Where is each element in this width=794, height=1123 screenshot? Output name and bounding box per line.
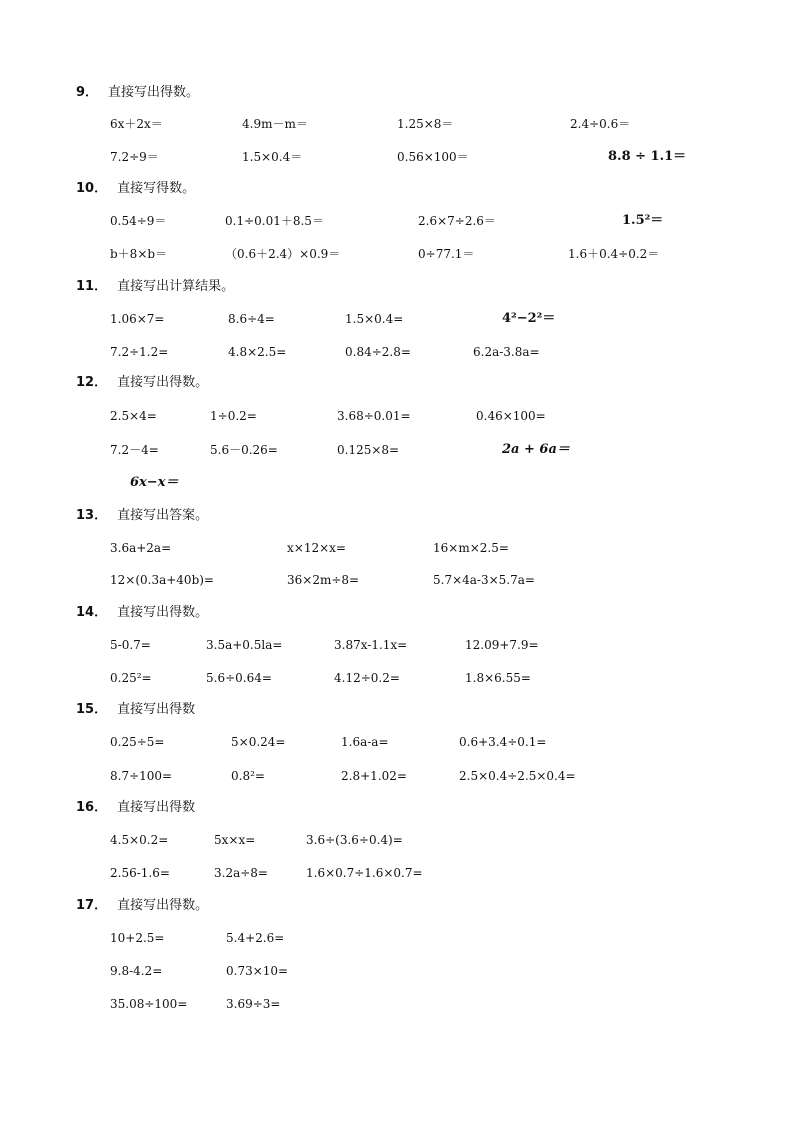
question-number: 14． xyxy=(76,605,108,620)
problem: 1.6a-a= xyxy=(341,735,389,749)
problem-row xyxy=(0,407,794,425)
question-17-header xyxy=(76,898,208,914)
problem-row xyxy=(0,864,794,882)
question-title: 直接写出得数。 xyxy=(108,85,200,100)
problem: 6x−x＝ xyxy=(130,475,179,490)
question-title: 直接写出得数。 xyxy=(117,898,209,913)
problem: 5x×x= xyxy=(214,833,256,847)
problem: 1.25×8＝ xyxy=(397,117,454,131)
problem-row xyxy=(0,441,794,459)
problem-row xyxy=(0,245,794,263)
question-number: 10． xyxy=(76,181,108,196)
problem: 12×(0.3a+40b)= xyxy=(110,573,214,587)
problem: 5.4+2.6= xyxy=(226,931,285,945)
question-title: 直接写出得数。 xyxy=(117,375,209,390)
problem: 9.8-4.2= xyxy=(110,964,163,978)
question-number: 17． xyxy=(76,898,108,913)
problem: 0.46×100= xyxy=(476,409,546,423)
problem: 2.5×4= xyxy=(110,409,157,423)
question-number: 9． xyxy=(76,85,99,100)
problem: 3.87x-1.1x= xyxy=(334,638,408,652)
problem: 0.73×10= xyxy=(226,964,289,978)
problem-row xyxy=(0,474,794,492)
problem: 4.9m－m＝ xyxy=(242,117,308,131)
question-16-header xyxy=(76,800,195,816)
question-title: 直接写出答案。 xyxy=(117,508,209,523)
problem: 16×m×2.5= xyxy=(433,541,509,555)
problem: 3.5a+0.5la= xyxy=(206,638,283,652)
question-number: 16． xyxy=(76,800,108,815)
problem: 5.6÷0.64= xyxy=(206,671,272,685)
problem: 0.25÷5= xyxy=(110,735,165,749)
problem: 0÷77.1＝ xyxy=(418,247,475,261)
question-10-header xyxy=(76,181,195,197)
problem-row xyxy=(0,115,794,133)
problem: 4.8×2.5= xyxy=(228,345,287,359)
question-12-header xyxy=(76,375,208,391)
problem: 2.5×0.4÷2.5×0.4= xyxy=(459,769,576,783)
question-number: 15． xyxy=(76,702,108,717)
problem: 7.2÷1.2= xyxy=(110,345,169,359)
question-title: 直接写得数。 xyxy=(117,181,196,196)
problem: 1.5²＝ xyxy=(622,213,664,228)
problem: 6x＋2x＝ xyxy=(110,117,163,131)
problem: 1.5×0.4＝ xyxy=(242,150,303,164)
problem: 8.8 ÷ 1.1＝ xyxy=(608,149,687,164)
question-15-header xyxy=(76,702,195,718)
problem: 4²−2²＝ xyxy=(502,311,556,326)
problem-row xyxy=(0,767,794,785)
question-number: 12． xyxy=(76,375,108,390)
problem: 0.6+3.4÷0.1= xyxy=(459,735,547,749)
problem: 5.7×4a-3×5.7a= xyxy=(433,573,535,587)
question-title: 直接写出得数 xyxy=(117,702,196,717)
problem: 1.8×6.55= xyxy=(465,671,531,685)
problem: 12.09+7.9= xyxy=(465,638,539,652)
problem: 2.4÷0.6＝ xyxy=(570,117,631,131)
question-title: 直接写出计算结果。 xyxy=(117,279,235,294)
problem: 3.69÷3= xyxy=(226,997,281,1011)
problem: 1÷0.2= xyxy=(210,409,257,423)
problem: b＋8×b＝ xyxy=(110,247,168,261)
problem: 0.125×8= xyxy=(337,443,400,457)
problem-row xyxy=(0,962,794,980)
problem: 0.25²= xyxy=(110,671,152,685)
problem: 3.6÷(3.6÷0.4)= xyxy=(306,833,403,847)
problem-row xyxy=(0,310,794,328)
problem: 36×2m÷8= xyxy=(287,573,360,587)
problem: 35.08÷100= xyxy=(110,997,188,1011)
problem-row xyxy=(0,733,794,751)
problem: 5.6－0.26= xyxy=(210,443,278,457)
problem-row xyxy=(0,539,794,557)
problem-row xyxy=(0,343,794,361)
problem: 2a + 6a＝ xyxy=(502,442,570,457)
problem: 10+2.5= xyxy=(110,931,165,945)
problem: 7.2－4= xyxy=(110,443,159,457)
problem: 5-0.7= xyxy=(110,638,151,652)
problem: 7.2÷9＝ xyxy=(110,150,159,164)
problem: 3.2a÷8= xyxy=(214,866,268,880)
problem-row xyxy=(0,148,794,166)
problem-row xyxy=(0,995,794,1013)
problem: 0.54÷9＝ xyxy=(110,214,167,228)
problem-row xyxy=(0,669,794,687)
question-9-header xyxy=(76,85,199,101)
problem: 1.06×7= xyxy=(110,312,165,326)
problem: 8.7÷100= xyxy=(110,769,173,783)
problem: 1.5×0.4= xyxy=(345,312,404,326)
problem: 2.56-1.6= xyxy=(110,866,170,880)
question-11-header xyxy=(76,279,234,295)
question-number: 11． xyxy=(76,279,108,294)
problem: 2.8+1.02= xyxy=(341,769,407,783)
question-13-header xyxy=(76,508,208,524)
problem: 4.12÷0.2= xyxy=(334,671,400,685)
problem: 2.6×7÷2.6＝ xyxy=(418,214,496,228)
problem: 0.1÷0.01＋8.5＝ xyxy=(225,214,324,228)
question-title: 直接写出得数。 xyxy=(117,605,209,620)
problem: 3.68÷0.01= xyxy=(337,409,411,423)
question-14-header xyxy=(76,605,208,621)
problem: 8.6÷4= xyxy=(228,312,275,326)
problem: （0.6＋2.4）×0.9＝ xyxy=(225,247,341,261)
problem: 4.5×0.2= xyxy=(110,833,169,847)
problem-row xyxy=(0,831,794,849)
question-title: 直接写出得数 xyxy=(117,800,196,815)
problem-row xyxy=(0,571,794,589)
problem: 1.6＋0.4÷0.2＝ xyxy=(568,247,660,261)
problem: x×12×x= xyxy=(287,541,346,555)
problem: 0.8²= xyxy=(231,769,265,783)
problem-row xyxy=(0,929,794,947)
problem: 3.6a+2a= xyxy=(110,541,172,555)
problem: 0.84÷2.8= xyxy=(345,345,411,359)
problem-row xyxy=(0,212,794,230)
problem: 6.2a-3.8a= xyxy=(473,345,540,359)
problem-row xyxy=(0,636,794,654)
problem: 0.56×100＝ xyxy=(397,150,469,164)
problem: 1.6×0.7÷1.6×0.7= xyxy=(306,866,423,880)
problem: 5×0.24= xyxy=(231,735,286,749)
question-number: 13． xyxy=(76,508,108,523)
